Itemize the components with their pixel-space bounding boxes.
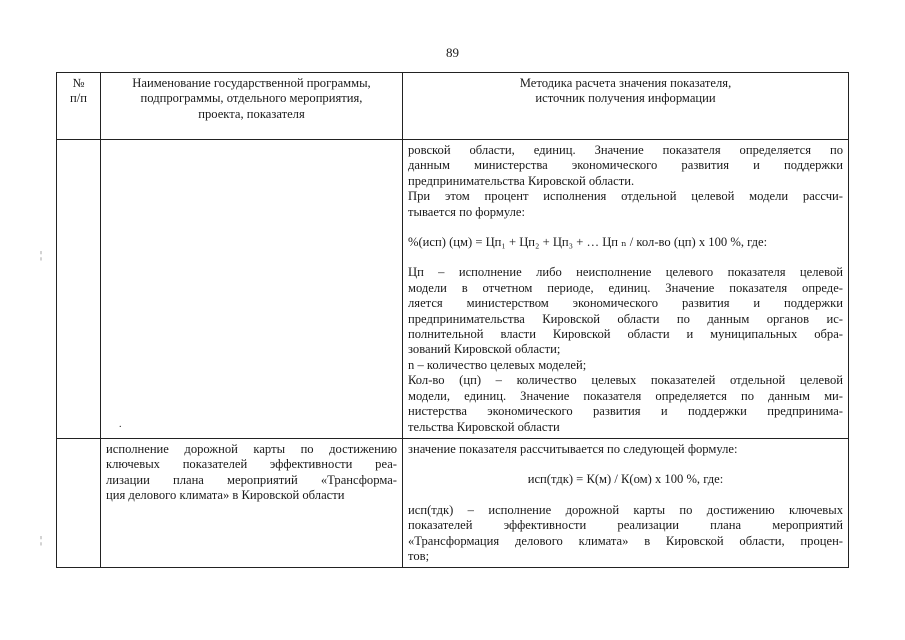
margin-mark: ¦ [40,535,43,546]
formula: исп(тдк) = К(м) / К(ом) х 100 %, где: [527,472,724,487]
cell-number [57,438,101,567]
table-row [57,140,849,439]
table-row [57,438,849,567]
cell-name: исполнение дорожной карты по достижению ключевых показателей эффективности реа- лизации плана мероприятий «Трансформа- ция делового климата» в Кировской области [101,438,403,567]
cell-number [57,140,101,439]
methodology-table [56,72,849,568]
cell-method: ровской области, единиц. Значение показателя определяется по данным министерства экономического развития и поддержки предпринимательства Кировской области. При этом процент исполнения отдельной целевой модели рассчи- тывается по формуле: %(исп) (цм) = Цп₁ + Цп₂ + Цп₃ + … Цп ₙ / кол-во (цп) х 100 %, где: Цп – исполнение либо неисполнение целевого показателя целевой модели в отчетном периоде, единиц. Значение показателя опреде- ляется министерством экономического развития и поддержки предпринимательства Кировской области по данным органов ис- полнительной власти Кировской области и муниципальных обра- зований Кировской области; n – количество целевых моделей; Кол-во (цп) – количество целевых показателей отдельной целевой модели, единиц. Значение показателя определяется по данным ми- нистерства экономического развития и поддержки предпринима- тельства Кировской области [403,140,849,439]
cell-method: значение показателя рассчитывается по следующей формуле: исп(тдк) = К(м) / К(ом) х 100 %, где: исп(тдк) – исполнение дорожной карты по достижению ключевых показателей эффективности реализации плана мероприятий «Трансформация делового климата» в Кировской области, процен- тов; [403,438,849,567]
header-number: № п/п [57,73,101,140]
cell-name: . [101,140,403,439]
header-name: Наименование государственной программы, подпрограммы, отдельного мероприятия, проекта, показателя [101,73,403,140]
table-header-row [57,73,849,140]
margin-mark: ¦ [40,250,43,261]
header-method: Методика расчета значения показателя, источник получения информации [403,73,849,140]
page-number: 89 [446,45,459,60]
formula: %(исп) (цм) = Цп₁ + Цп₂ + Цп₃ + … Цп ₙ / кол-во (цп) х 100 %, где: [408,235,768,250]
